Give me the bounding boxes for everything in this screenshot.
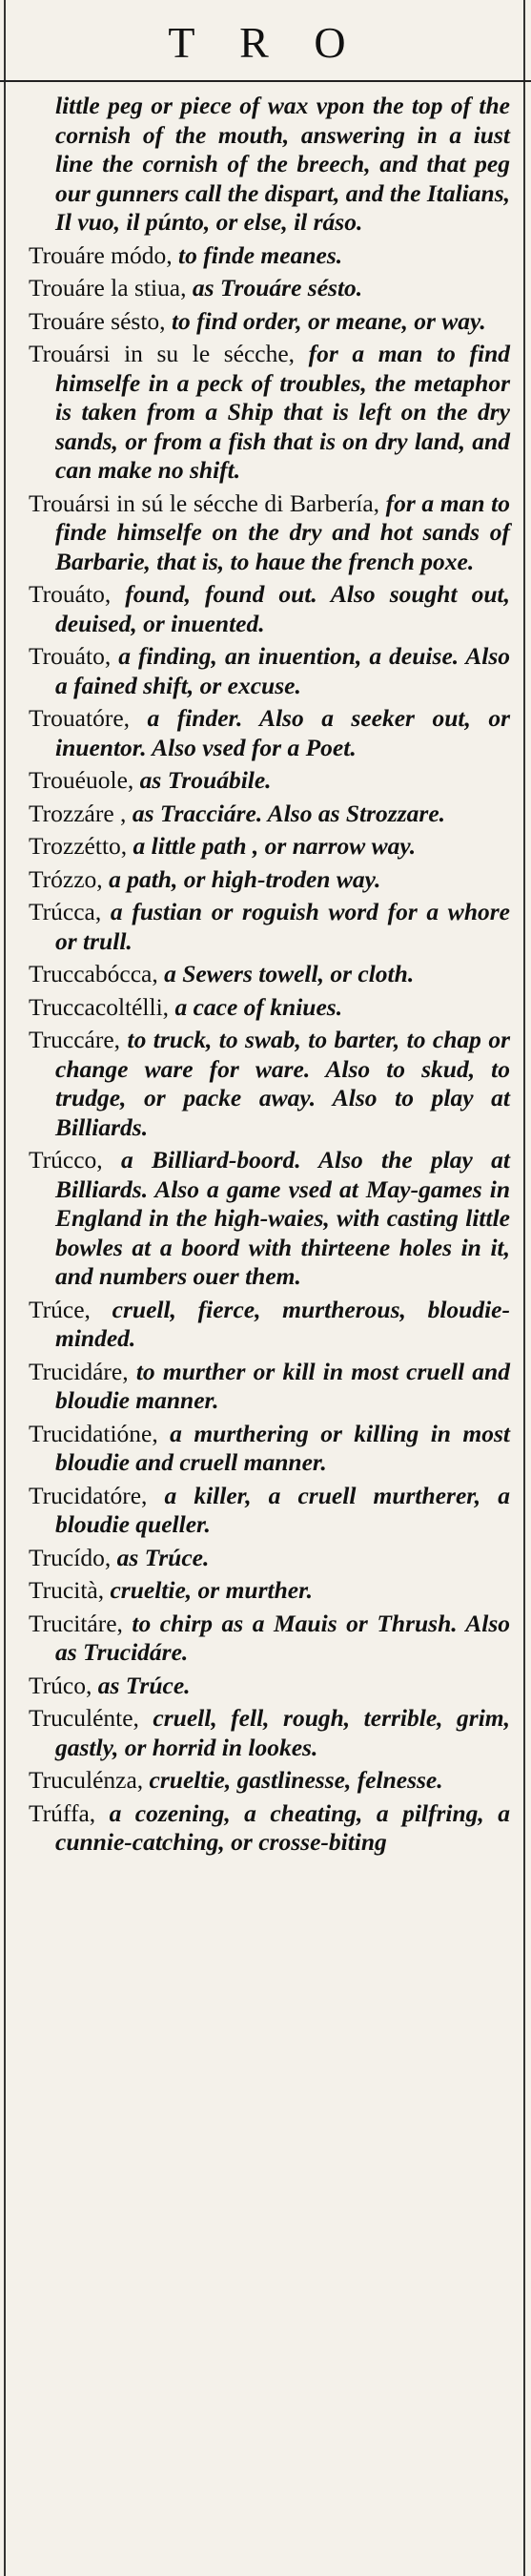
entry-headword: Trucità, xyxy=(29,1576,105,1604)
entry-definition: to truck, to swab, to barter, to chap or change ware for ware. Also to skud, to trudge, or packe away. Also to play at Billiards. xyxy=(55,1026,510,1141)
dictionary-entry xyxy=(29,1296,510,1354)
entry-definition: found, found out. Also sought out, deuised, or inuented. xyxy=(55,580,510,637)
entry-headword: Trouáto, xyxy=(29,580,112,608)
entry-headword: Trúffa, xyxy=(29,1798,96,1827)
entry-definition: for a man to find himselfe in a peck of troubles, the metaphor is taken from a Ship that is left on the dry sands, or from a fish that is on dry land, and can make no shift. xyxy=(55,340,510,484)
entry-headword: Trouáre sésto, xyxy=(29,306,166,335)
entry-definition: crueltie, or murther. xyxy=(104,1576,314,1604)
dictionary-entry xyxy=(29,580,510,638)
dictionary-entry xyxy=(29,1420,510,1478)
entry-definition: a Sewers towell, or cloth. xyxy=(157,960,415,987)
entry-definition: little peg or piece of wax vpon the top of the cornish of the mouth, answering in a iust line the cornish of the breech, and that peg our gunners call the dispart, and the Italians, Il vuo, il púnto, or else, il ráso. xyxy=(55,92,510,236)
entry-definition: a Billiard-boord. Also the play at Billiards. Also a game vsed at May-games in England in the high-waies, with casting little bowles at a boord with thirteene holes in it, and numbers ouer them. xyxy=(55,1146,510,1290)
entry-definition: for a man to finde himselfe on the dry and hot sands of Barbarie, that is, to haue the french poxe. xyxy=(55,488,510,575)
entry-definition: as Trouábile. xyxy=(133,766,272,794)
dictionary-entry xyxy=(29,1146,510,1292)
entry-definition: cruell, fell, rough, terrible, grim, gastly, or horrid in lookes. xyxy=(55,1704,510,1761)
entry-headword: Trouáto, xyxy=(29,642,112,670)
dictionary-entry xyxy=(29,1576,510,1606)
right-margin-rule xyxy=(523,0,525,2576)
dictionary-entry xyxy=(29,274,510,303)
dictionary-entry xyxy=(29,832,510,862)
left-margin-rule xyxy=(4,0,6,2576)
entry-definition: a cozening, a cheating, a pilfring, a cunnie-catching, or crosse-biting xyxy=(55,1798,510,1856)
dictionary-entry xyxy=(29,993,510,1023)
dictionary-entry xyxy=(29,704,510,762)
entry-headword: Trouéuole, xyxy=(29,766,134,794)
entry-definition: as Trúce. xyxy=(111,1543,210,1571)
entry-definition: a fustian or roguish word for a whore or trull. xyxy=(55,898,510,955)
entry-headword: Trozzétto, xyxy=(29,832,128,860)
entry-headword: Trucidáre, xyxy=(29,1357,129,1385)
entry-definition: a little path , or narrow way. xyxy=(127,832,417,860)
entry-definition: to finde meanes. xyxy=(172,240,343,269)
entry-definition: a cace of kniues. xyxy=(169,992,343,1021)
entry-headword: Trouársi in sú le sécche di Barbería, xyxy=(29,488,380,517)
entry-headword: Trouársi in su le sécche, xyxy=(29,340,296,367)
entry-definition: to chirp as a Mauis or Thrush. Also as Trucidáre. xyxy=(55,1609,510,1666)
dictionary-entry xyxy=(29,1799,510,1858)
dictionary-entry xyxy=(29,241,510,271)
entry-headword: Trózzo, xyxy=(29,864,103,893)
dictionary-entry xyxy=(29,898,510,956)
entry-headword: Truculénte, xyxy=(29,1704,139,1732)
entry-definition: a finder. Also a seeker out, or inuentor. Also vsed for a Poet. xyxy=(55,704,510,761)
dictionary-entry xyxy=(29,92,510,238)
entry-definition: a path, or high-troden way. xyxy=(102,864,381,893)
entry-headword: Truccáre, xyxy=(29,1026,121,1053)
entry-headword: Trucidatióne, xyxy=(29,1419,158,1447)
entry-definition: as Tracciáre. Also as Strozzare. xyxy=(126,799,446,827)
dictionary-entry xyxy=(29,489,510,577)
dictionary-entry xyxy=(29,1672,510,1701)
entry-headword: Trúce, xyxy=(29,1295,91,1323)
dictionary-entry xyxy=(29,766,510,796)
entry-definition: to murther or kill in most cruell and bloudie manner. xyxy=(55,1357,510,1414)
entry-headword: Truculénza, xyxy=(29,1766,144,1794)
dictionary-entry xyxy=(29,340,510,486)
dictionary-entry xyxy=(29,800,510,829)
page-header xyxy=(0,0,531,82)
dictionary-entry xyxy=(29,642,510,700)
entry-headword: Trúcca, xyxy=(29,898,102,925)
entry-headword: Trouatóre, xyxy=(29,704,131,732)
dictionary-entry xyxy=(29,1358,510,1416)
dictionary-entry xyxy=(29,1766,510,1796)
entry-headword: Trozzáre , xyxy=(29,799,127,827)
entry-list xyxy=(29,92,510,1861)
entry-definition: to find order, or meane, or way. xyxy=(165,306,486,335)
entry-headword: Trúco, xyxy=(29,1671,92,1699)
dictionary-entry xyxy=(29,307,510,337)
entry-headword: Trúcco, xyxy=(29,1146,103,1174)
running-head: T R O xyxy=(168,18,363,67)
entry-headword: Truccacoltélli, xyxy=(29,992,170,1021)
dictionary-entry xyxy=(29,865,510,895)
entry-definition: a murthering or killing in most bloudie and cruell manner. xyxy=(55,1419,510,1476)
entry-headword: Trucidatóre, xyxy=(29,1481,148,1509)
entry-headword: Trucitáre, xyxy=(29,1609,123,1637)
dictionary-entry xyxy=(29,1704,510,1762)
dictionary-entry xyxy=(29,960,510,989)
dictionary-entry xyxy=(29,1544,510,1573)
entry-headword: Trouáre módo, xyxy=(29,240,173,269)
entry-definition: a killer, a cruell murtherer, a bloudie queller. xyxy=(55,1481,510,1538)
entry-definition: a finding, an inuention, a deuise. Also a fained shift, or excuse. xyxy=(55,642,510,699)
dictionary-entry xyxy=(29,1610,510,1668)
dictionary-entry xyxy=(29,1026,510,1142)
entry-headword: Trucído, xyxy=(29,1543,112,1571)
entry-definition: crueltie, gastlinesse, felnesse. xyxy=(143,1766,443,1794)
dictionary-entry xyxy=(29,1482,510,1540)
entry-headword: Trouáre la stiua, xyxy=(29,274,187,301)
entry-headword: Truccabócca, xyxy=(29,960,158,987)
entry-definition: cruell, fierce, murtherous, bloudie-minded. xyxy=(55,1295,510,1352)
entry-definition: as Trúce. xyxy=(92,1671,191,1699)
entry-definition: as Trouáre sésto. xyxy=(186,274,363,301)
